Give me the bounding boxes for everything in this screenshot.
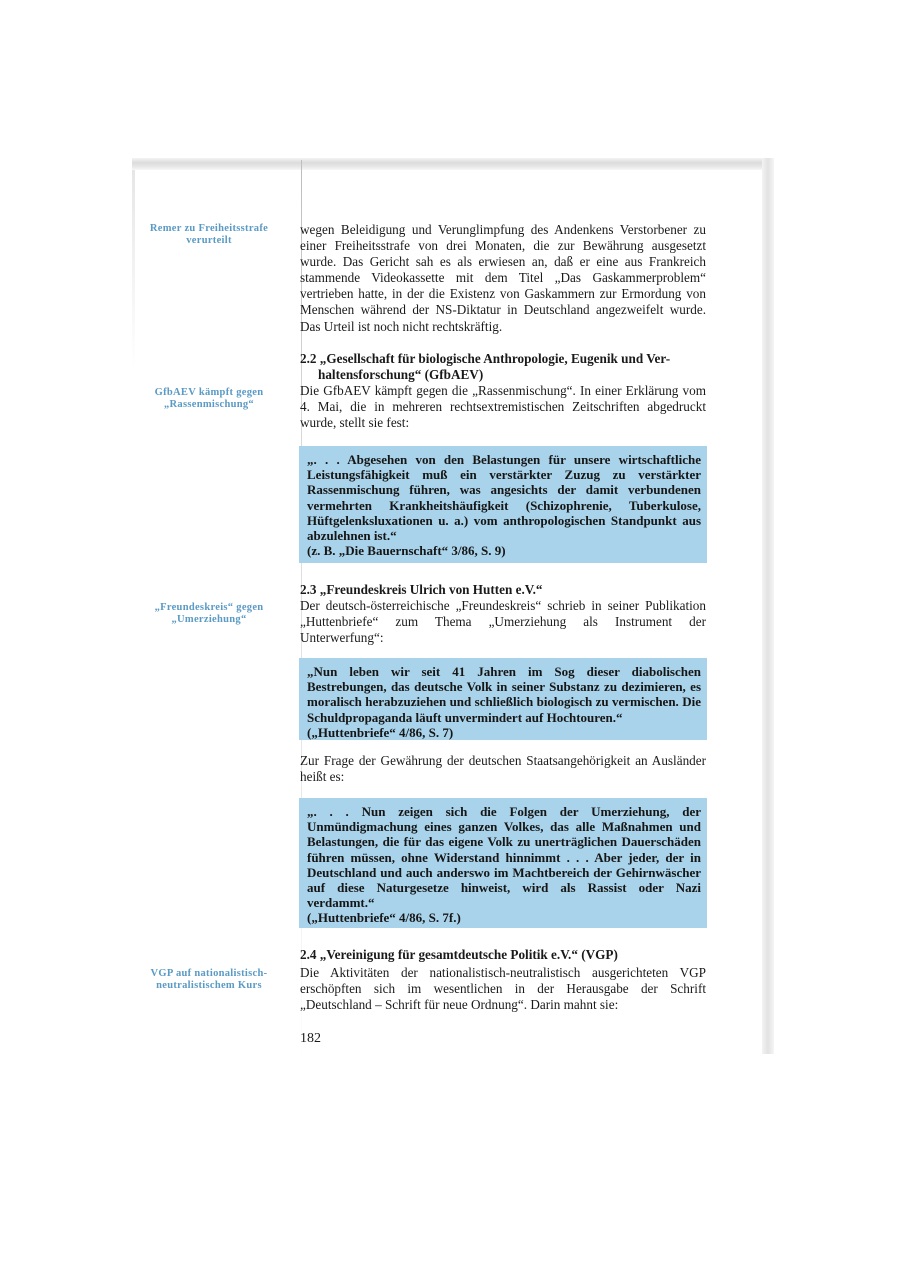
margin-note-gfbaev: GfbAEV kämpft gegen „Rassenmischung“ [154,387,264,410]
scan-right-edge [762,158,774,1054]
page-number: 182 [300,1031,321,1046]
paragraph-vgp: Die Aktivitäten der nationalistisch-neutralistisch ausgerichteten VGP erschöpften sich im wesentlichen in der Herausgabe der Schrift „Deutschland – Schrift für neue Ordnung“. Darin mahnt sie: [300,965,706,1013]
margin-note-remer: Remer zu Freiheitsstrafe verurteilt [149,223,269,246]
margin-note-freundeskreis: „Freundeskreis“ gegen „Umerziehung“ [154,602,264,625]
paragraph-gfbaev: Die GfbAEV kämpft gegen die „Rassenmischung“. In einer Erklärung vom 4. Mai, die in mehreren rechtsextremistischen Zeitschriften abgedruckt wurde, stellt sie fest: [300,383,706,431]
section-heading-2-2-line2: haltensforschung“ (GfbAEV) [318,366,484,382]
quote-block-huttenbriefe-1 [299,658,707,740]
paragraph-remer-verdict: wegen Beleidigung und Verunglimpfung des Andenkens Verstorbener zu einer Freiheitsstrafe von drei Monaten, die zur Bewährung ausgesetzt wurde. Das Gericht sah es als erwiesen an, daß er eine aus Frankreich stammende Videokassette mit dem Titel „Das Gaskammerproblem“ vertrieben hatte, in der die Existenz von Gaskammern zur Ermordung von Menschen während der NS-Diktatur in Deutschland angezweifelt wurde. Das Urteil ist noch nicht rechtskräftig. [300,222,706,334]
section-heading-2-4: 2.4 „Vereinigung für gesamtdeutsche Politik e.V.“ (VGP) [300,947,618,962]
section-heading-2-2-line1: 2.2 „Gesellschaft für biologische Anthropologie, Eugenik und Ver- [300,351,671,366]
quote-text: „. . . Abgesehen von den Belastungen für unsere wirtschaftliche Leistungsfähigkeit muß ein verstärkter Zuzug zu verstärkter Rassenmischung führen, was angesichts der damit verbundenen vermehrten Krankheitshäufigkeit (Schizophrenie, Tuberkulose, Hüftgelenksluxationen u. a.) vom anthropologischen Standpunkt aus abzulehnen ist.“ [307,452,701,544]
quote-source: (z. B. „Die Bauernschaft“ 3/86, S. 9) [307,543,506,559]
quote-text: „Nun leben wir seit 41 Jahren im Sog dieser diabolischen Bestrebungen, das deutsche Volk in seiner Substanz zu dezimieren, es moralisch herabzuziehen und schließlich biologisch zu vermischen. Die Schuldpropaganda läuft unvermindert auf Hochtouren.“ [307,664,701,725]
quote-text: „. . . Nun zeigen sich die Folgen der Umerziehung, der Unmündigmachung eines ganzen Volkes, das alle Maßnahmen und Belastungen, die für das eigene Volk zu unerträglichen Dauerschäden führen müssen, ohne Widerstand hinnimmt . . . Aber jeder, der in Deutschland und auch anderswo im Machtbereich der Gehirnwäscher auf diese Naturgesetze hinweist, wird als Rassist oder Nazi verdammt.“ [307,804,701,911]
margin-note-vgp: VGP auf nationalistisch-neutralistischem Kurs [150,968,268,991]
quote-block-huttenbriefe-2 [299,798,707,928]
section-heading-2-2 [300,351,712,382]
scan-left-shadow [132,170,135,370]
section-heading-2-3: 2.3 „Freundeskreis Ulrich von Hutten e.V.“ [300,582,543,597]
scan-top-edge [132,158,768,170]
paragraph-staatsangehoerigkeit: Zur Frage der Gewährung der deutschen Staatsangehörigkeit an Ausländer heißt es: [300,753,706,785]
quote-source: („Huttenbriefe“ 4/86, S. 7f.) [307,910,461,926]
quote-block-gfbaev [299,446,707,563]
paragraph-freundeskreis: Der deutsch-österreichische „Freundeskreis“ schrieb in seiner Publikation „Huttenbriefe“ zum Thema „Umerziehung als Instrument der Unterwerfung“: [300,598,706,646]
quote-source: („Huttenbriefe“ 4/86, S. 7) [307,724,454,740]
